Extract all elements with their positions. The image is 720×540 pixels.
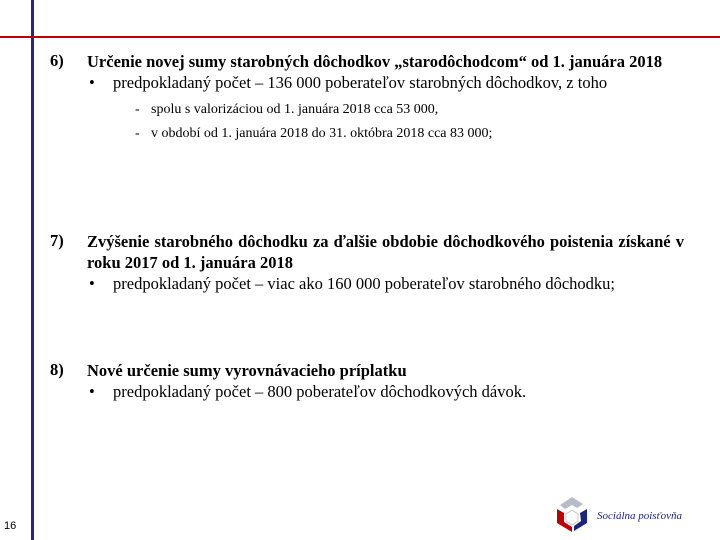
list-item-8 [50, 360, 684, 403]
bullet-icon: • [89, 274, 95, 293]
bullet-point [87, 72, 684, 94]
list-item-7 [50, 231, 684, 295]
item-title: Nové určenie sumy vyrovnávacieho príplatku [87, 361, 407, 380]
bullet-text: predpokladaný počet – 800 poberateľov dôchodkových dávok. [113, 382, 527, 401]
dash-icon: - [135, 102, 140, 117]
item-number: 6) [50, 51, 64, 70]
bullet-icon: • [89, 73, 95, 92]
list-item-6 [50, 51, 684, 146]
bullet-text: predpokladaný počet – 136 000 poberateľov starobných dôchodkov, z toho [113, 73, 608, 92]
top-frame-line [0, 36, 720, 38]
item-number: 7) [50, 231, 64, 250]
bullet-point [87, 273, 684, 295]
bullet-text: predpokladaný počet – viac ako 160 000 poberateľov starobného dôchodku; [113, 274, 616, 293]
sub-item-text: spolu s valorizáciou od 1. januára 2018 cca 53 000, [151, 102, 439, 117]
sub-list [50, 98, 684, 146]
bullet-point [87, 381, 684, 403]
brand-name: Sociálna poisťovňa [597, 510, 682, 522]
sub-item [135, 122, 684, 146]
item-title: Určenie novej sumy starobných dôchodkov „starodôchodcom“ od 1. januára 2018 [87, 52, 663, 71]
page-number: 16 [4, 520, 17, 532]
social-insurance-logo-icon [553, 495, 591, 533]
item-number: 8) [50, 360, 64, 379]
bullet-icon: • [89, 382, 95, 401]
dash-icon: - [135, 126, 140, 141]
item-title: Zvýšenie starobného dôchodku za ďalšie obdobie dôchodkového poistenia získané v roku 2017 od 1. januára 2018 [87, 232, 684, 272]
sub-item [135, 98, 684, 122]
sub-item-text: v období od 1. januára 2018 do 31. októbra 2018 cca 83 000; [151, 126, 493, 141]
left-frame-line [31, 0, 34, 540]
